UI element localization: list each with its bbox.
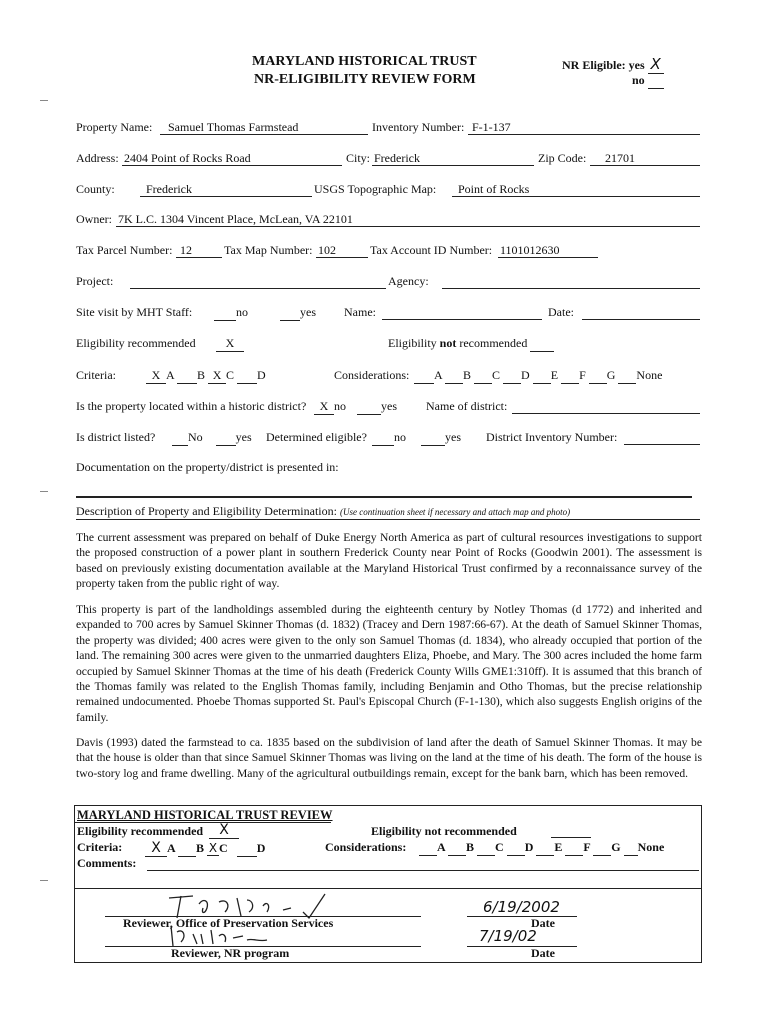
margin-tick (40, 491, 48, 492)
usgs-label: USGS Topographic Map: (314, 182, 437, 196)
cons-f-blank[interactable] (561, 368, 579, 384)
review-criteria-d-blank[interactable] (237, 841, 257, 857)
eligibility-recommended-mark[interactable]: X (216, 336, 244, 352)
review-date-1[interactable]: 6/19/2002 (483, 898, 560, 916)
staff-name-label: Name: (344, 305, 376, 319)
description-paragraph-1: The current assessment was prepared on behalf of Duke Energy North America as part of cultural resources investigations to support the proposed construction of a power plant in southern Frederick County near Point of Rocks (Goodwin 2001). The assessment is based on previously existing documentation available at the Maryland Historical Trust confirmed by a reconnaissance survey of the property taken from the public right of way. (76, 531, 702, 591)
considerations-label: Considerations: (334, 368, 410, 382)
margin-tick (40, 100, 48, 101)
cons-none-blank[interactable] (618, 368, 636, 384)
property-name-value[interactable]: Samuel Thomas Farmstead (168, 120, 299, 134)
review-cons-e-blank[interactable] (536, 840, 554, 856)
site-visit-no: no (214, 305, 248, 321)
city-label: City: (346, 151, 371, 165)
considerations-options: A B C D E F G None (414, 368, 662, 384)
owner-label: Owner: (76, 212, 112, 226)
project-label: Project: (76, 274, 114, 288)
tax-account-value[interactable]: 1101012630 (500, 243, 560, 257)
review-cons-none-blank[interactable] (624, 840, 638, 856)
review-considerations-label: Considerations: (325, 840, 407, 854)
review-comments-line-1[interactable] (147, 870, 699, 871)
usgs-line (452, 196, 700, 197)
historic-district-answer: X no yes (314, 399, 397, 415)
address-label: Address: (76, 151, 119, 165)
reviewer-nr-signature (167, 922, 287, 948)
cons-b-blank[interactable] (445, 368, 463, 384)
review-comments-line-2[interactable] (75, 888, 701, 889)
zip-value[interactable]: 21701 (605, 151, 635, 165)
zip-line (590, 165, 700, 166)
mht-review-box (74, 805, 702, 963)
address-value[interactable]: 2404 Point of Rocks Road (124, 151, 251, 165)
review-date-2-label: Date (531, 946, 555, 960)
documentation-line[interactable] (76, 496, 692, 498)
review-title: MARYLAND HISTORICAL TRUST REVIEW (77, 808, 333, 822)
nr-eligible-no: no (632, 73, 664, 89)
tax-map-value[interactable]: 102 (318, 243, 336, 257)
review-criteria-c-mark[interactable]: X (208, 841, 218, 855)
district-listed-no-blank[interactable] (172, 430, 188, 446)
site-visit-no-blank[interactable] (214, 305, 236, 321)
county-value[interactable]: Frederick (146, 182, 192, 196)
description-note: (Use continuation sheet if necessary and attach map and photo) (339, 507, 571, 517)
nr-eligible-label: NR Eligible: yes X (562, 55, 664, 74)
zip-label: Zip Code: (538, 151, 587, 165)
cons-g-blank[interactable] (589, 368, 607, 384)
district-listed-question: Is district listed? (76, 430, 156, 444)
site-visit-yes-blank[interactable] (280, 305, 300, 321)
inventory-number-line (468, 134, 700, 135)
city-line (372, 165, 534, 166)
tax-account-line (498, 257, 598, 258)
form-title: MARYLAND HISTORICAL TRUST (252, 54, 477, 69)
description-underline (76, 519, 700, 520)
review-criteria-b-blank[interactable] (178, 841, 196, 857)
tax-map-label: Tax Map Number: (224, 243, 313, 257)
margin-tick (40, 880, 48, 881)
site-visit-yes: yes (280, 305, 316, 321)
usgs-value[interactable]: Point of Rocks (458, 182, 530, 196)
county-label: County: (76, 182, 115, 196)
tax-account-label: Tax Account ID Number: (370, 243, 493, 257)
eligibility-not-recommended-label: Eligibility not recommended (388, 336, 554, 352)
review-cons-b-blank[interactable] (448, 840, 466, 856)
review-cons-c-blank[interactable] (477, 840, 495, 856)
address-line (122, 165, 342, 166)
criteria-label: Criteria: (76, 368, 116, 382)
criteria-options: X A B X C D (146, 368, 266, 384)
review-cons-a-blank[interactable] (419, 840, 437, 856)
reviewer-nr-label: Reviewer, NR program (171, 946, 290, 960)
agency-label: Agency: (388, 274, 429, 288)
determined-eligible-label: Determined eligible? (266, 430, 367, 444)
determined-eligible-no-blank[interactable] (372, 430, 394, 446)
district-listed-answer: No yes (172, 430, 252, 446)
inventory-number-label: Inventory Number: (372, 120, 465, 134)
name-of-district-line[interactable] (512, 413, 700, 414)
review-eligibility-recommended-mark[interactable]: X (209, 822, 239, 839)
determined-eligible-answer: no yes (372, 430, 461, 446)
district-inventory-line[interactable] (624, 444, 700, 445)
nr-eligible-no-blank[interactable] (648, 73, 664, 89)
review-eligibility-not-recommended-line[interactable] (551, 837, 591, 838)
review-criteria-options: X A B X C D (145, 840, 265, 857)
project-line[interactable] (130, 288, 386, 289)
review-criteria-a-mark[interactable]: X (145, 840, 167, 857)
staff-name-line[interactable] (382, 319, 542, 320)
site-visit-date-line[interactable] (582, 319, 700, 320)
eligibility-not-recommended-blank[interactable] (530, 336, 554, 352)
eligibility-recommended-label: Eligibility recommended (76, 336, 196, 350)
district-inventory-label: District Inventory Number: (486, 430, 618, 444)
city-value[interactable]: Frederick (374, 151, 420, 165)
review-date-2-line (467, 946, 577, 947)
review-eligibility-not-recommended-label: Eligibility not recommended (371, 824, 517, 838)
criteria-b-blank[interactable] (177, 368, 197, 384)
criteria-a-mark[interactable]: X (146, 368, 166, 384)
cons-d-blank[interactable] (503, 368, 521, 384)
historic-district-no-mark[interactable]: X (314, 399, 334, 415)
review-eligibility-recommended-label: Eligibility recommended (77, 824, 204, 838)
review-cons-f-blank[interactable] (565, 840, 583, 856)
review-cons-g-blank[interactable] (593, 840, 611, 856)
owner-line (116, 226, 700, 227)
review-cons-d-blank[interactable] (507, 840, 525, 856)
county-line (140, 196, 312, 197)
tax-parcel-value[interactable]: 12 (180, 243, 192, 257)
documentation-label: Documentation on the property/district is presented in: (76, 460, 339, 474)
criteria-d-blank[interactable] (237, 368, 257, 384)
tax-parcel-label: Tax Parcel Number: (76, 243, 173, 257)
historic-district-yes-blank[interactable] (357, 399, 381, 415)
review-date-2[interactable]: 7/19/02 (479, 927, 537, 945)
property-name-label: Property Name: (76, 120, 153, 134)
cons-c-blank[interactable] (474, 368, 492, 384)
historic-district-question: Is the property located within a historic district? (76, 399, 307, 413)
tax-map-line (316, 257, 368, 258)
inventory-number-value[interactable]: F-1-137 (472, 120, 511, 134)
determined-eligible-yes-blank[interactable] (421, 430, 445, 446)
description-paragraph-3: Davis (1993) dated the farmstead to ca. 1835 based on the subdivision of land after the death of Samuel Skinner Thomas. It may be that the house is older than that since Samuel Skinner Thomas was living on the land at the time of his death. The form of the house is two-story log and frame dwelling. Many of the agricultural outbuildings remain, except for the bank barn, which has been removed. (76, 736, 702, 780)
form-subtitle: NR-ELIGIBILITY REVIEW FORM (254, 72, 476, 87)
cons-a-blank[interactable] (414, 368, 434, 384)
nr-eligible-yes-mark[interactable]: X (648, 55, 664, 74)
agency-line[interactable] (442, 288, 700, 289)
review-comments-label: Comments: (77, 856, 137, 870)
owner-value[interactable]: 7K L.C. 1304 Vincent Place, McLean, VA 22101 (118, 212, 353, 226)
criteria-c-mark[interactable]: X (208, 368, 226, 384)
review-title-rule (75, 822, 331, 823)
review-considerations-options: A B C D E F G None (419, 840, 664, 856)
review-date-1-line (467, 916, 577, 917)
name-of-district-label: Name of district: (426, 399, 508, 413)
district-listed-yes-blank[interactable] (216, 430, 236, 446)
property-name-line (160, 134, 368, 135)
tax-parcel-line (176, 257, 222, 258)
reviewer-ops-label: Reviewer, Office of Preservation Services (123, 916, 334, 930)
review-date-1-label: Date (531, 916, 555, 930)
description-label: Description of Property and Eligibility Determination: (Use continuation sheet if necessary and attach map and photo) (76, 504, 571, 518)
cons-e-blank[interactable] (533, 368, 551, 384)
site-visit-date-label: Date: (548, 305, 574, 319)
review-criteria-label: Criteria: (77, 840, 123, 854)
description-paragraph-2: This property is part of the landholdings assembled during the eighteenth century by Notley Thomas (d 1772) and inherited and expanded to 700 acres by Samuel Skinner Thomas (d. 1832) (Tracey and Dern 1987:66-67). At the death of Samuel Skinner Thomas, the property was divided; 400 acres were given to the only son Samuel Thomas (d. 1834), who already occupied that portion of the land. The remaining 300 acres were given to the unmarried daughters Eliza, Phoebe, and Mary. The 300 acres included the home farm occupied by Samuel Skinner Thomas at the time of his death (Frederick County Wills GME1:310ff). It is assumed that this branch of the Thomas family was related to the English Thomas family, including Benjamin and Otho Thomas, but the precise relationship remained undocumented. Phoebe Thomas supported St. Paul's Episcopal Church (F-1-130), which also suggests English origins of the family. (76, 603, 702, 724)
site-visit-label: Site visit by MHT Staff: (76, 305, 193, 319)
